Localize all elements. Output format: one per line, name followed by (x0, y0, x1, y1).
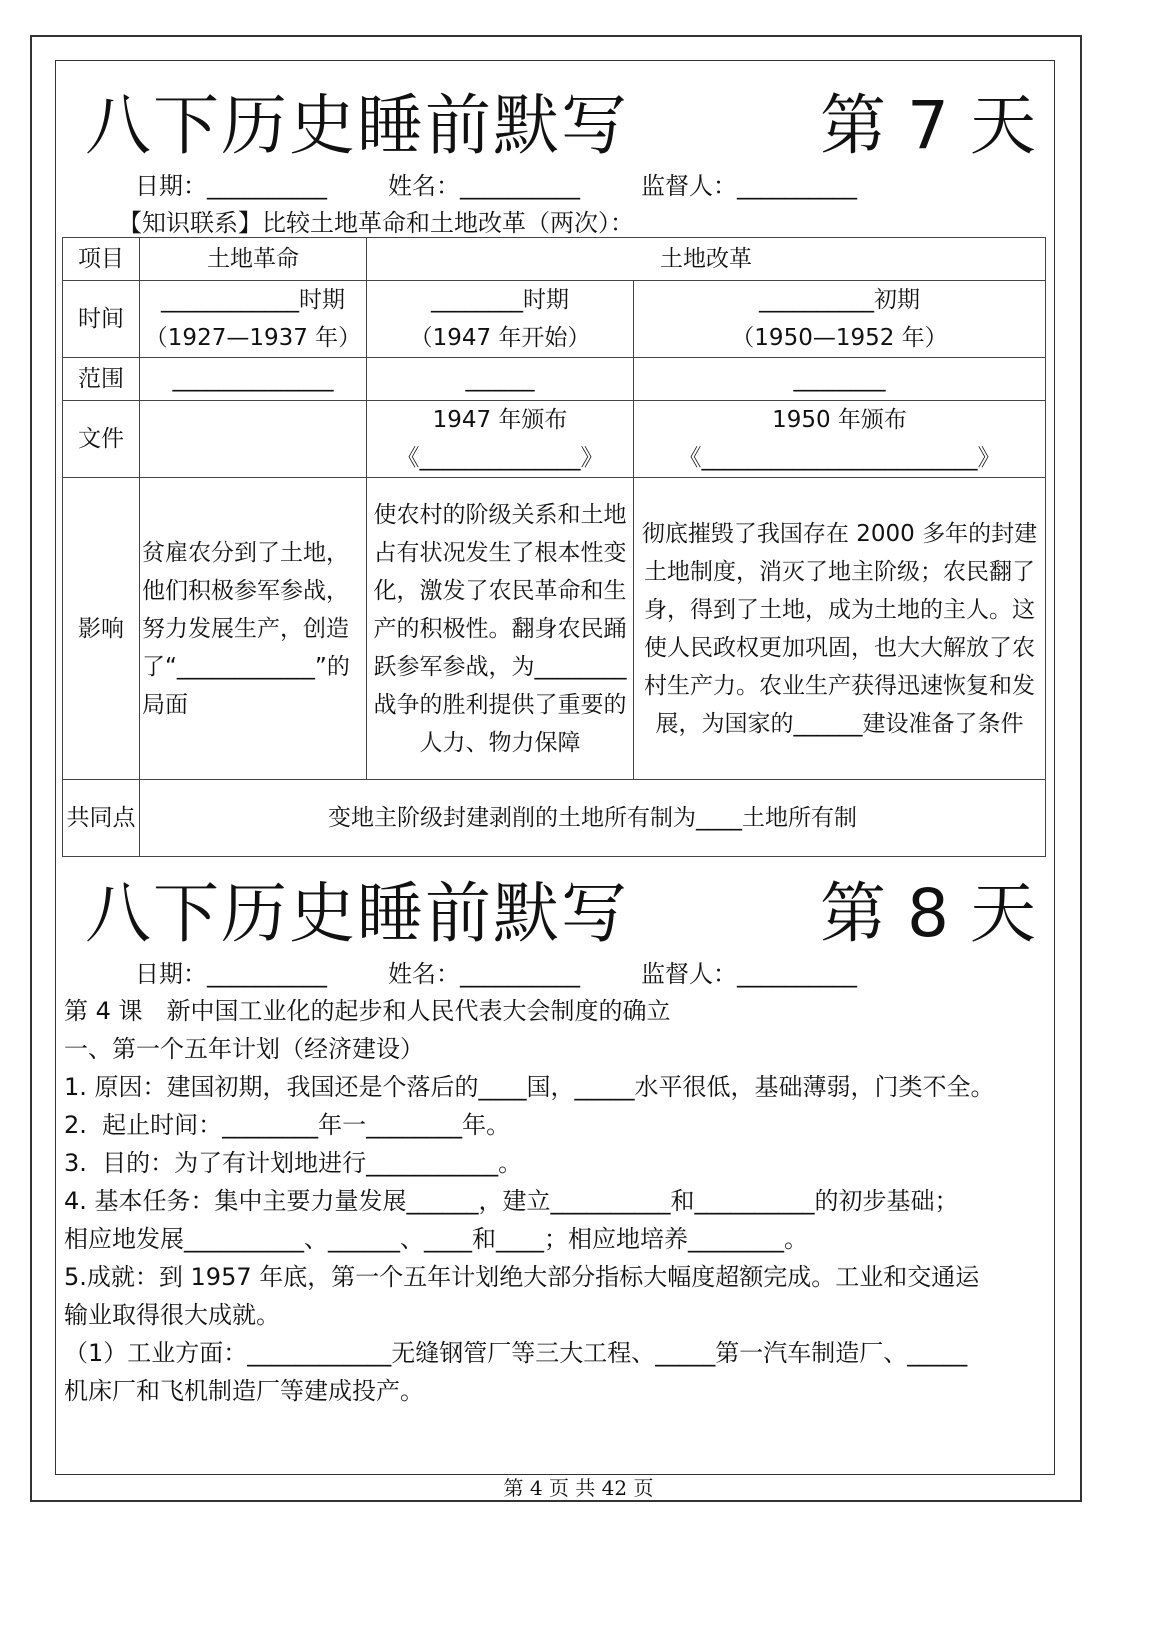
impact-cell: 彻底摧毁了我国存在 2000 多年的封建土地制度，消灭了地主阶级；农民翻了身，得到了土地，成为土地的主人。这使人民政权更加巩固，也大大解放了农村生产力。农业生产获得迅速恢复和发展，为国家的______建设准备了条件 (634, 478, 1046, 780)
lesson-title: 第 4 课 新中国工业化的起步和人民代表大会制度的确立 (64, 997, 671, 1025)
day7-heading: 【知识联系】比较土地革命和土地改革（两次）： (118, 209, 634, 237)
scope-cell: ______ (367, 358, 634, 401)
day7-number: 第 7 天 (820, 87, 1036, 164)
impact-cell: 贫雇农分到了土地，他们积极参军参战，努力发展生产，创造了“____________”的局面 (140, 478, 367, 780)
header-land-reform: 土地改革 (367, 238, 1046, 281)
text-line: 4. 基本任务：集中主要力量发展______，建立__________和__________的初步基础； (64, 1187, 959, 1215)
section-heading: 一、第一个五年计划（经济建设） (64, 1035, 424, 1063)
day7-title: 八下历史睡前默写 (85, 87, 629, 164)
document-cell: 1947 年颁布 《______________》 (367, 401, 634, 478)
text-line: 相应地发展__________、______、____和____；相应地培养________。 (64, 1225, 808, 1253)
time-cell: __________初期 （1950—1952 年） (634, 281, 1046, 358)
text-line: 机床厂和飞机制造厂等建成投产。 (64, 1377, 424, 1405)
common-cell: 变地主阶级封建剥削的土地所有制为____土地所有制 (140, 780, 1046, 857)
text-line: 输业取得很大成就。 (64, 1301, 280, 1329)
text-line: 3. 目的：为了有计划地进行___________。 (64, 1149, 523, 1177)
row-label-document: 文件 (63, 401, 140, 478)
comparison-table (62, 237, 1046, 857)
day8-sign-line: 日期：__________ 姓名：__________ 监督人：__________ (135, 960, 858, 988)
document-cell (140, 401, 367, 478)
row-label-scope: 范围 (63, 358, 140, 401)
page-footer: 第 4 页 共 42 页 (503, 1476, 654, 1500)
impact-cell: 使农村的阶级关系和土地占有状况发生了根本性变化，激发了农民革命和生产的积极性。翻身农民踊跃参军参战，为________战争的胜利提供了重要的人力、物力保障 (367, 478, 634, 780)
day7-sign-line: 日期：__________ 姓名：__________ 监督人：__________ (135, 172, 858, 200)
day8-number: 第 8 天 (820, 875, 1036, 952)
time-cell: ____________时期 （1927—1937 年） (140, 281, 367, 358)
header-item: 项目 (63, 238, 140, 281)
row-label-time: 时间 (63, 281, 140, 358)
header-land-revolution: 土地革命 (140, 238, 367, 281)
row-label-impact: 影响 (63, 478, 140, 780)
text-line: （1）工业方面：____________无缝钢管厂等三大工程、_____第一汽车制造厂、_____ (64, 1339, 968, 1367)
text-line: 5.成就：到 1957 年底，第一个五年计划绝大部分指标大幅度超额完成。工业和交通运 (64, 1263, 980, 1291)
scope-cell: ________ (634, 358, 1046, 401)
time-cell: ________时期 （1947 年开始） (367, 281, 634, 358)
text-line: 2. 起止时间：________年一________年。 (64, 1111, 511, 1139)
day8-title: 八下历史睡前默写 (85, 875, 629, 952)
row-label-common: 共同点 (63, 780, 140, 857)
document-cell: 1950 年颁布 《________________________》 (634, 401, 1046, 478)
text-line: 1. 原因：建国初期，我国还是个落后的____国，_____水平很低，基础薄弱，门类不全。 (64, 1073, 995, 1101)
scope-cell: ______________ (140, 358, 367, 401)
